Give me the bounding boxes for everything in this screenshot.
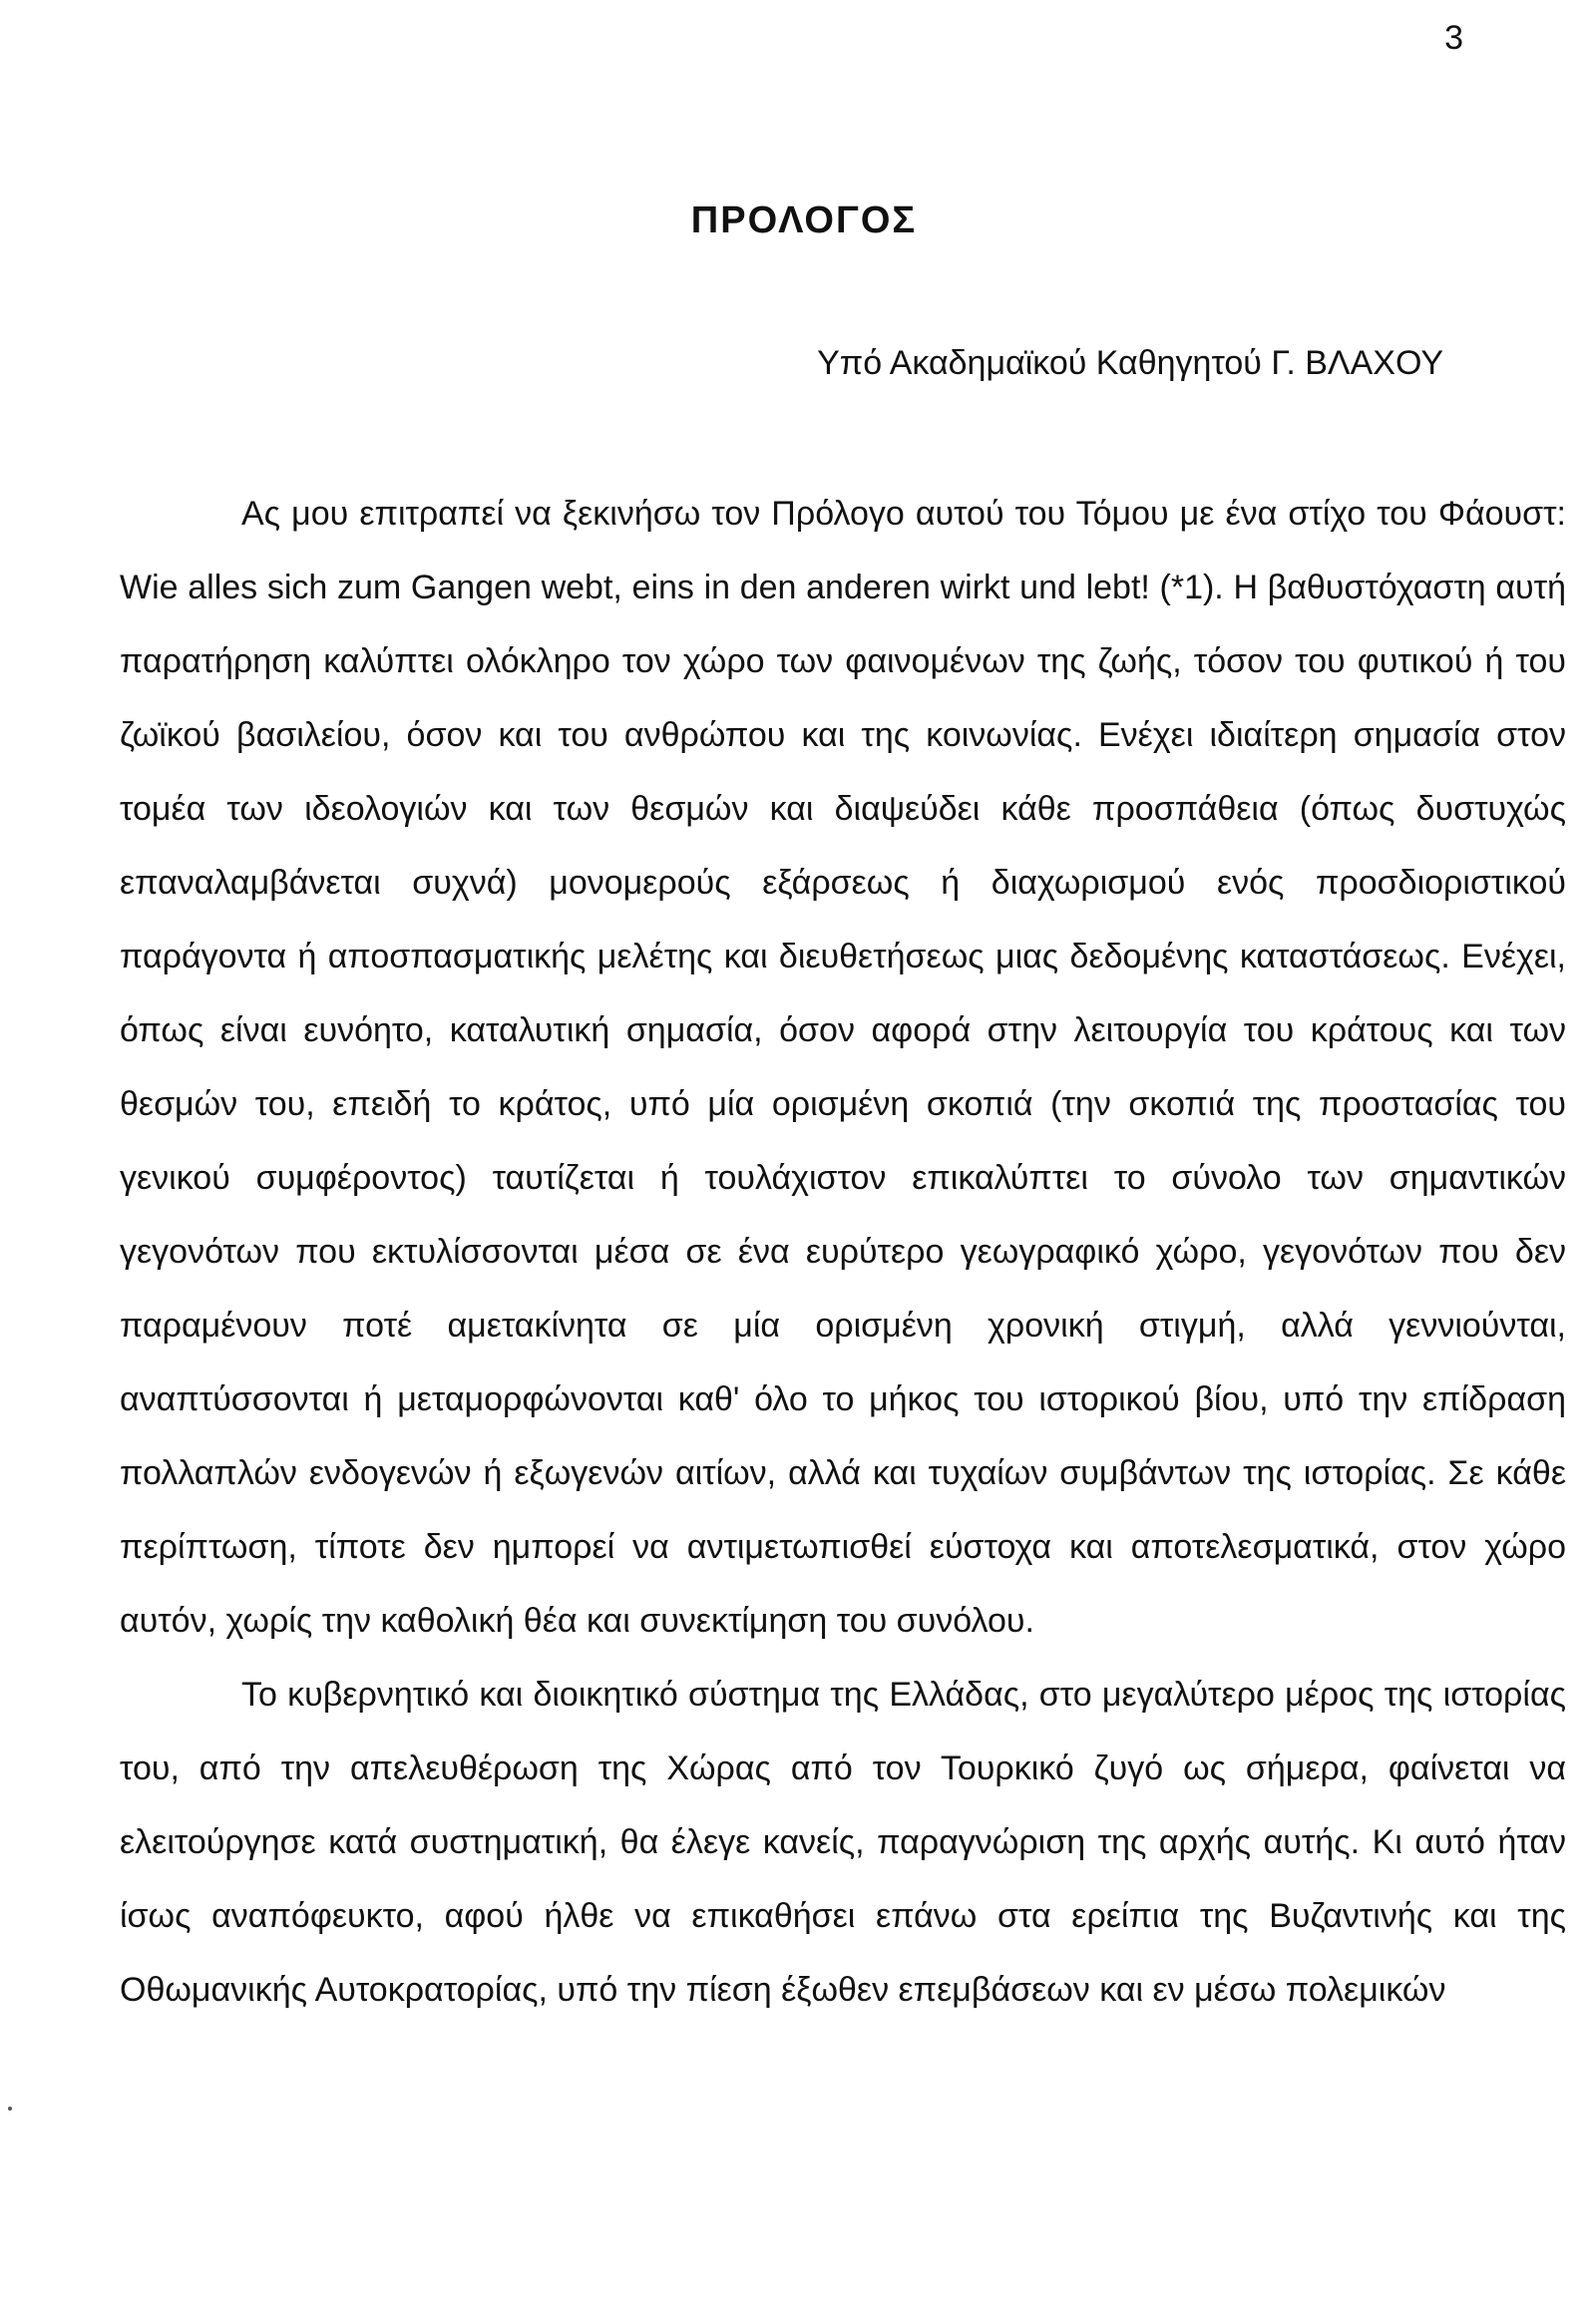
page-number: 3 — [1444, 19, 1463, 57]
page-title: ΠΡΟΛΟΓΟΣ — [690, 199, 918, 241]
scan-speck — [8, 2107, 12, 2111]
paragraph-2: Το κυβερνητικό και διοικητικό σύστημα της Ελλάδας, στο μεγαλύτερο μέρος της ιστορίας του, από την απελευθέρωση της Χώρας από τον Τουρκικό ζυγό ως σήμερα, φαίνεται να ελειτούργησε κατά συστηματική, θα έλεγε κανείς, παραγνώριση της αρχής αυτής. Κι αυτό ήταν ίσως αναπόφευκτο, αφού ήλθε να επικαθήσει επάνω στα ερείπια της Βυζαντινής και της Οθωμανικής Αυτοκρατορίας, υπό την πίεση έξωθεν επεμβάσεων και εν μέσω πολεμικών — [120, 1676, 1566, 2009]
body-text — [120, 477, 1566, 2027]
author-byline: Υπό Ακαδημαϊκού Καθηγητού Γ. ΒΛΑΧΟΥ — [817, 344, 1443, 382]
paragraph-1: Ας μου επιτραπεί να ξεκινήσω τον Πρόλογο αυτού του Τόμου με ένα στίχο του Φάουστ: Wie alles sich zum Gangen webt, eins in den anderen wirkt und lebt! (*1). Η βαθυστόχαστη αυτή παρατήρηση καλύπτει ολόκληρο τον χώρο των φαινομένων της ζωής, τόσον του φυτικού ή του ζωϊκού βασιλείου, όσον και του ανθρώπου και της κοινωνίας. Ενέχει ιδιαίτερη σημασία στον τομέα των ιδεολογιών και των θεσμών και διαψεύδει κάθε προσπάθεια (όπως δυστυχώς επαναλαμβάνεται συχνά) μονομερούς εξάρσεως ή διαχωρισμού ενός προσδιοριστικού παράγοντα ή αποσπασματικής μελέτης και διευθετήσεως μιας δεδομένης καταστάσεως. Ενέχει, όπως είναι ευνόητο, καταλυτική σημασία, όσον αφορά στην λειτουργία του κράτους και των θεσμών του, επειδή το κράτος, υπό μία ορισμένη σκοπιά (την σκοπιά της προστασίας του γενικού συμφέροντος) ταυτίζεται ή τουλάχιστον επικαλύπτει το σύνολο των σημαντικών γεγονότων που εκτυλίσσονται μέσα σε ένα ευρύτερο γεωγραφικό χώρο, γεγονότων που δεν παραμένουν ποτέ αμετακίνητα σε μία ορισμένη χρονική στιγμή, αλλά γεννιούνται, αναπτύσσονται ή μεταμορφώνονται καθ' όλο το μήκος του ιστορικού βίου, υπό την επίδραση πολλαπλών ενδογενών ή εξωγενών αιτίων, αλλά και τυχαίων συμβάντων της ιστορίας. Σε κάθε περίπτωση, τίποτε δεν ημπορεί να αντιμετωπισθεί εύστοχα και αποτελεσματικά, στον χώρο αυτόν, χωρίς την καθολική θέα και συνεκτίμηση του συνόλου. — [120, 495, 1566, 1640]
